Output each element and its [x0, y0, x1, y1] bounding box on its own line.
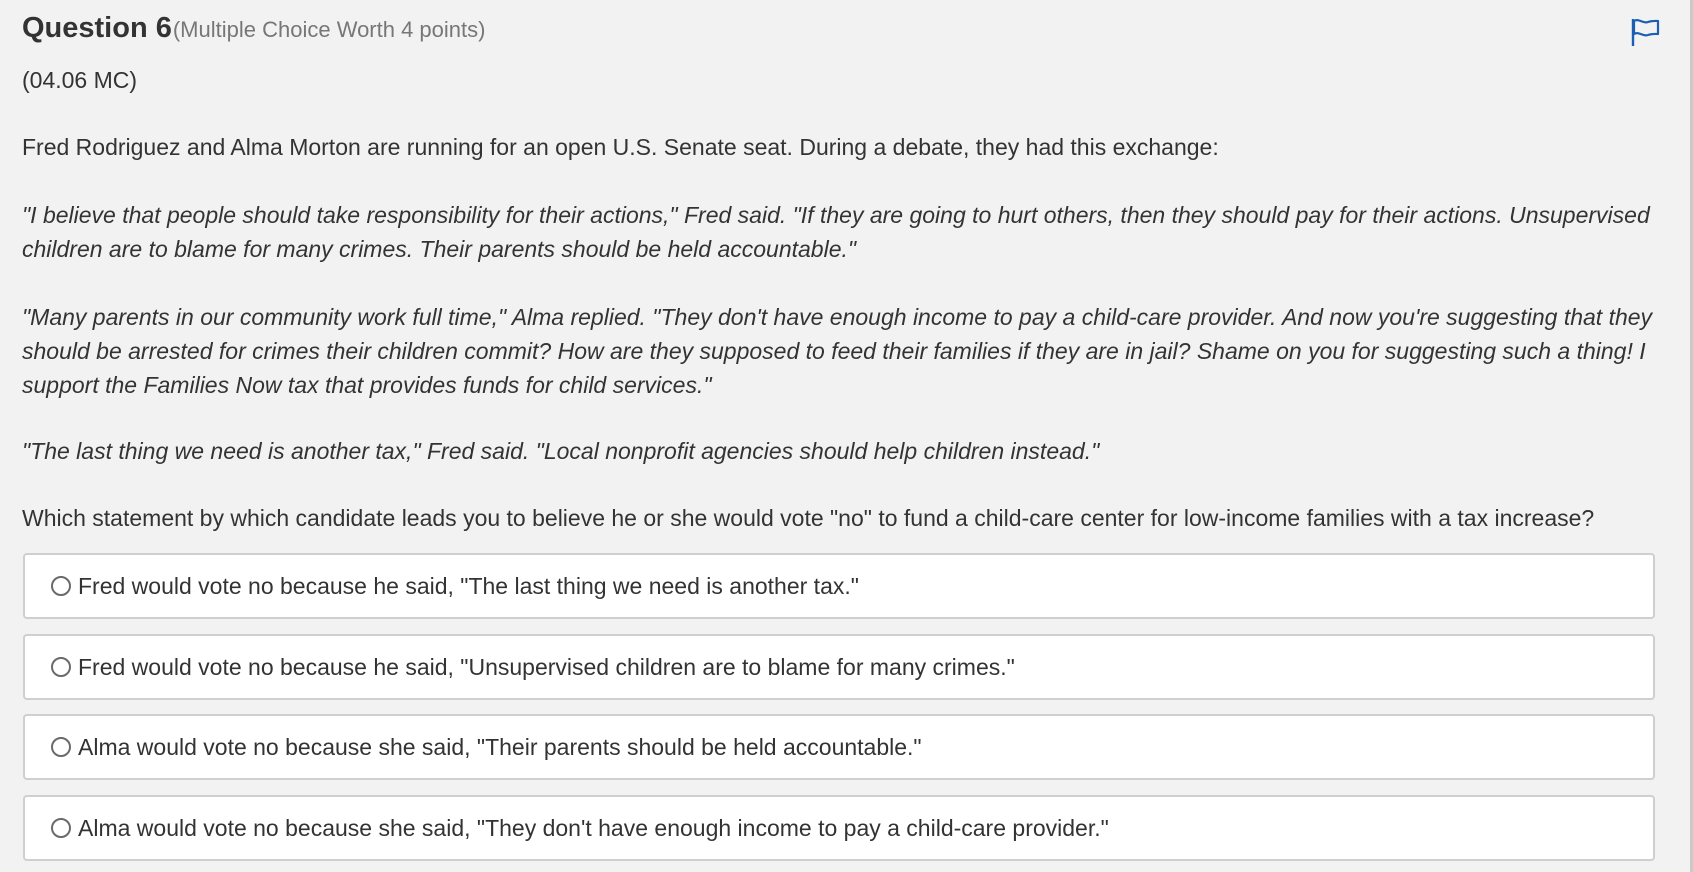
passage-quote-fred-2: "The last thing we need is another tax," Fred said. "Local nonprofit agencies should help children instead." [22, 438, 1100, 464]
answer-choice-4[interactable] [23, 795, 1655, 861]
answer-choice-label: Fred would vote no because he said, "Unsupervised children are to blame for many crimes." [78, 653, 1015, 680]
flag-icon[interactable] [1629, 16, 1661, 48]
radio-button[interactable] [51, 576, 71, 596]
passage-quote-alma: "Many parents in our community work full time," Alma replied. "They don't have enough income to pay a child-care provider. And now you're suggesting that they should be arrested for crimes their children commit? How are they supposed to feed their families if they are in jail? Shame on you for suggesting such a thing! I support the Families Now tax that provides funds for child services." [22, 304, 1653, 398]
answer-choice-label: Alma would vote no because she said, "They don't have enough income to pay a child-care provider." [78, 814, 1109, 841]
passage-intro: Fred Rodriguez and Alma Morton are running for an open U.S. Senate seat. During a debate, they had this exchange: [22, 134, 1219, 160]
answer-choice-3[interactable] [23, 714, 1655, 780]
question-prompt: Which statement by which candidate leads you to believe he or she would vote "no" to fund a child-care center for low-income families with a tax increase? [22, 505, 1595, 531]
question-title: Question 6 [22, 12, 172, 44]
passage-quote-fred-1: "I believe that people should take responsibility for their actions," Fred said. "If they are going to hurt others, then they should pay for their actions. Unsupervised children are to blame for many crimes. Their parents should be held accountable." [22, 202, 1650, 262]
answer-choice-label: Fred would vote no because he said, "The last thing we need is another tax." [78, 572, 859, 599]
radio-button[interactable] [51, 818, 71, 838]
answer-choice-label: Alma would vote no because she said, "Their parents should be held accountable." [78, 733, 922, 760]
question-header [22, 12, 485, 45]
answer-choice-2[interactable] [23, 634, 1655, 700]
radio-button[interactable] [51, 737, 71, 757]
question-code: (04.06 MC) [22, 67, 138, 93]
answer-choice-1[interactable] [23, 553, 1655, 619]
question-worth: (Multiple Choice Worth 4 points) [172, 17, 486, 42]
radio-button[interactable] [51, 657, 71, 677]
